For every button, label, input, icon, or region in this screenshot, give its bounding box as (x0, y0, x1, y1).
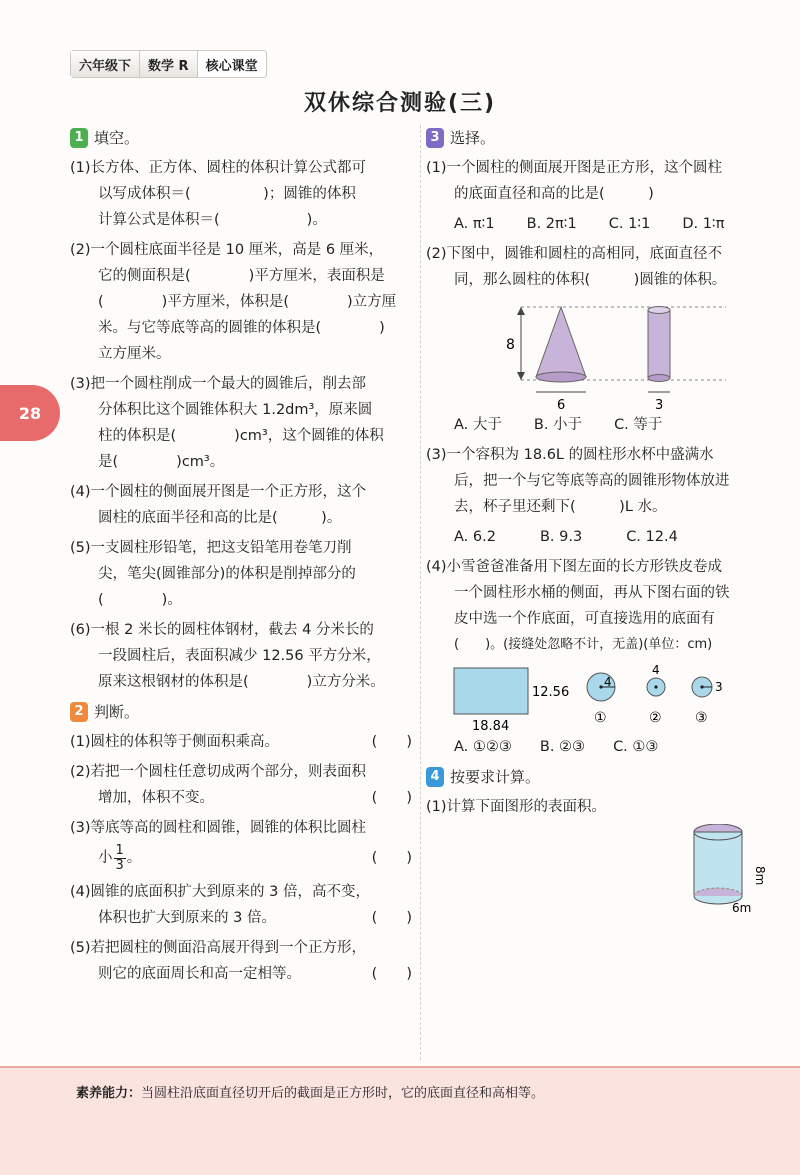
answer-paren[interactable]: ( ) (371, 790, 412, 806)
question-text: (1)计算下面图形的表面积。 (426, 799, 607, 815)
question-text: 的底面直径和高的比是( ) (454, 186, 654, 202)
sheet-metal-figure (426, 662, 776, 734)
question-text: (1)一个圆柱的侧面展开图是正方形，这个圆柱 (426, 160, 723, 176)
option-c[interactable]: C. ①③ (613, 739, 659, 755)
question-text: 皮中选一个作底面，可直接选用的底面有 (454, 611, 715, 627)
question-text: (4)一个圆柱的侧面展开图是一个正方形，这个 (70, 484, 367, 500)
half-cylinder-top (694, 824, 742, 832)
arrow-head-icon (517, 372, 525, 380)
section-choice (426, 125, 776, 151)
option-a[interactable]: A. 大于 (454, 417, 502, 433)
cone-height-label: 8 (506, 337, 515, 353)
fraction-numerator: 1 (115, 842, 124, 858)
question-1-4 (70, 479, 412, 531)
rect-height-label: 12.56 (532, 685, 570, 700)
question-1-1 (70, 155, 412, 233)
header-tag (70, 50, 267, 78)
question-text: (1)长方体、正方体、圆柱的体积计算公式都可 (70, 160, 367, 176)
footer-note (76, 1082, 544, 1101)
question-1-5 (70, 535, 412, 613)
footer-text: 当圆柱沿底面直径切开后的截面是正方形时，它的底面直径和高相等。 (141, 1086, 545, 1101)
question-text: 后，把一个与它等底等高的圆锥形物体放进 (454, 473, 730, 489)
question-text: 米。与它等底等高的圆锥的体积是( ) (98, 320, 385, 336)
circle-2-center (654, 685, 657, 688)
section-title: 判断。 (94, 703, 140, 721)
question-text: ( )平方厘米，体积是( )立方厘 (98, 294, 397, 310)
circle-2-diameter-label: 4 (652, 663, 660, 677)
question-1-3 (70, 371, 412, 475)
page-number: 28 (0, 385, 60, 441)
question-text: 圆柱的底面半径和高的比是( )。 (98, 510, 342, 526)
question-text: 小 (98, 850, 113, 866)
option-b[interactable]: B. ②③ (539, 739, 586, 755)
question-text: 立方厘米。 (98, 346, 171, 362)
question-1-6 (70, 617, 412, 695)
subject-label: 数学 R (139, 51, 197, 77)
option-a[interactable]: A. 6.2 (454, 529, 496, 545)
fraction (114, 844, 126, 873)
question-text: ( )。(接缝处忽略不计，无盖)(单位：cm) (454, 637, 713, 652)
question-text: ( )。 (98, 592, 182, 608)
question-text: 则它的底面周长和高一定相等。 (98, 966, 301, 982)
question-3-2 (426, 241, 776, 293)
option-b[interactable]: B. 9.3 (539, 529, 583, 545)
series-label: 核心课堂 (197, 51, 266, 77)
answer-paren[interactable]: ( ) (371, 850, 412, 866)
grade-label: 六年级下 (71, 51, 139, 77)
option-d[interactable]: D. 1∶π (682, 216, 725, 232)
column-divider (420, 125, 421, 1060)
cylinder-bottom (648, 375, 670, 382)
fraction-denominator: 3 (115, 857, 124, 873)
option-c[interactable]: C. 等于 (614, 417, 663, 433)
question-text: (1)圆柱的体积等于侧面积乘高。 (70, 734, 280, 750)
diameter-label: 6m (732, 901, 752, 914)
cylinder-body (648, 310, 670, 378)
question-4-1 (426, 794, 776, 820)
question-2-4 (70, 879, 412, 931)
question-text: 一段圆柱后，表面积减少 12.56 平方分米， (98, 648, 381, 664)
cylinder-top (648, 307, 670, 314)
circle-3-marker: ③ (695, 710, 708, 726)
question-text: 。 (126, 850, 142, 866)
question-text: (4)小雪爸爸准备用下图左面的长方形铁皮卷成 (426, 559, 723, 575)
options-3-3 (426, 524, 776, 550)
circle-1-marker: ① (594, 710, 607, 726)
question-text: (2)一个圆柱底面半径是 10 厘米，高是 6 厘米， (70, 242, 384, 258)
option-c[interactable]: C. 12.4 (626, 529, 678, 545)
left-column (70, 125, 412, 991)
question-text: (3)等底等高的圆柱和圆锥，圆锥的体积比圆柱 (70, 820, 367, 836)
section-judge (70, 699, 412, 725)
options-3-1 (426, 211, 776, 237)
question-text: 原来这根钢材的体积是( )立方分米。 (98, 674, 385, 690)
question-text: 它的侧面积是( )平方厘米，表面积是 (98, 268, 385, 284)
question-3-1 (426, 155, 776, 207)
section-title: 填空。 (94, 129, 140, 147)
cone-diameter-label: 6 (557, 398, 566, 412)
option-b[interactable]: B. 小于 (533, 417, 583, 433)
option-a[interactable]: A. ①②③ (454, 739, 512, 755)
question-2-2 (70, 759, 412, 811)
rect-width-label: 18.84 (472, 719, 510, 734)
option-a[interactable]: A. π∶1 (454, 216, 495, 232)
height-label: 8m (753, 866, 767, 886)
question-2-1 (70, 729, 412, 755)
circle-2-marker: ② (649, 710, 662, 726)
cylinder-diameter-label: 3 (655, 398, 664, 412)
half-cylinder-figure (426, 824, 776, 914)
section-fill-blank (70, 125, 412, 151)
question-text: 体积也扩大到原来的 3 倍。 (98, 910, 276, 926)
question-text: 柱的体积是( )cm³，这个圆锥的体积 (98, 428, 384, 444)
question-text: 同，那么圆柱的体积( )圆锥的体积。 (454, 272, 727, 288)
question-2-5 (70, 935, 412, 987)
question-text: (3)把一个圆柱削成一个最大的圆锥后，削去部 (70, 376, 367, 392)
footer-banner (0, 1066, 800, 1175)
page-title: 双休综合测验(三) (303, 91, 497, 116)
footer-label: 素养能力： (76, 1086, 142, 1101)
cone-base (536, 372, 586, 382)
arrow-head-icon (517, 307, 525, 315)
question-text: (4)圆锥的底面积扩大到原来的 3 倍，高不变， (70, 884, 370, 900)
options-3-2 (426, 412, 776, 438)
question-text: 分体积比这个圆锥体积大 1.2dm³，原来圆 (98, 402, 373, 418)
question-text: 增加，体积不变。 (98, 790, 214, 806)
rectangle-sheet (454, 668, 528, 714)
circle-3-radius-label: 3 (715, 680, 723, 694)
question-text: (2)若把一个圆柱任意切成两个部分，则表面积 (70, 764, 367, 780)
question-text: (5)若把圆柱的侧面沿高展开得到一个正方形， (70, 940, 367, 956)
section-number-badge: 1 (70, 128, 88, 148)
section-title: 按要求计算。 (450, 768, 541, 786)
section-number-badge: 4 (426, 767, 444, 787)
options-3-4 (426, 734, 776, 760)
question-2-3 (70, 815, 412, 875)
question-3-4 (426, 554, 776, 658)
section-calculate (426, 764, 776, 790)
answer-paren[interactable]: ( ) (371, 910, 412, 926)
question-text: 一个圆柱形水桶的侧面，再从下图右面的铁 (454, 585, 730, 601)
question-text: (2)下图中，圆锥和圆柱的高相同，底面直径不 (426, 246, 723, 262)
question-3-3 (426, 442, 776, 520)
question-text: (6)一根 2 米长的圆柱体钢材，截去 4 分米长的 (70, 622, 374, 638)
question-text: (3)一个容积为 18.6L 的圆柱形水杯中盛满水 (426, 447, 714, 463)
question-text: 计算公式是体积＝( )。 (98, 212, 327, 228)
right-column (426, 125, 776, 914)
question-text: 以写成体积＝( )；圆锥的体积 (98, 186, 356, 202)
section-title: 选择。 (450, 129, 496, 147)
question-1-2 (70, 237, 412, 367)
section-number-badge: 2 (70, 702, 88, 722)
section-number-badge: 3 (426, 128, 444, 148)
question-text: 去，杯子里还剩下( )L 水。 (454, 499, 667, 515)
option-b[interactable]: B. 2π∶1 (526, 216, 577, 232)
answer-paren[interactable]: ( ) (371, 966, 412, 982)
question-text: 尖，笔尖(圆锥部分)的体积是削掉部分的 (98, 566, 356, 582)
answer-paren[interactable]: ( ) (371, 734, 412, 750)
cone-shape (536, 307, 586, 377)
option-c[interactable]: C. 1∶1 (608, 216, 651, 232)
question-text: 是( )cm³。 (98, 454, 225, 470)
circle-1-radius-label: 4 (604, 675, 612, 689)
cone-cylinder-figure (426, 297, 776, 412)
question-text: (5)一支圆柱形铅笔，把这支铅笔用卷笔刀削 (70, 540, 352, 556)
